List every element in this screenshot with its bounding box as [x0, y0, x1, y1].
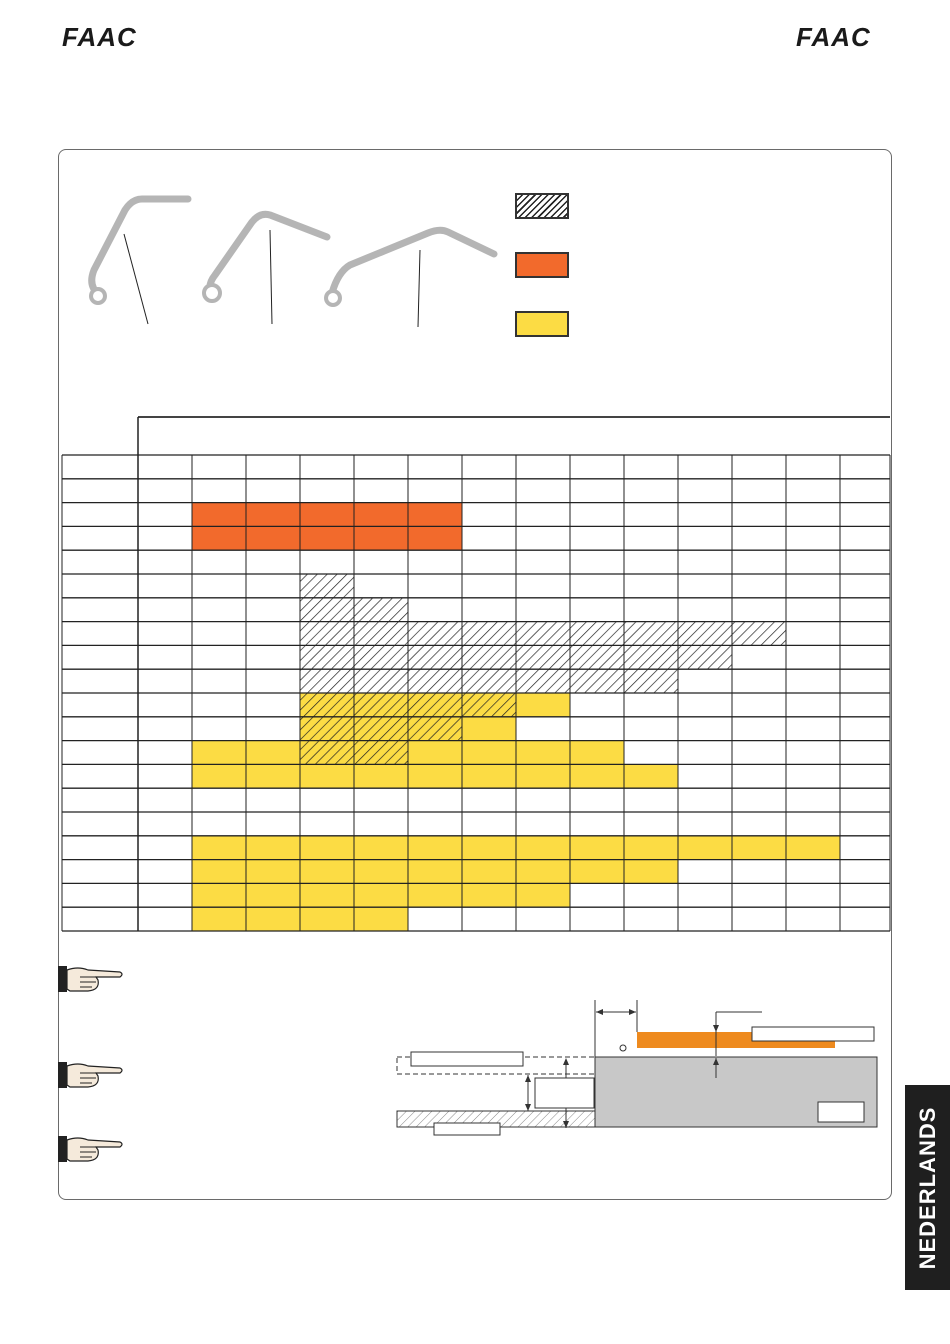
hatched-cell [300, 669, 678, 693]
yellow-cell [192, 764, 678, 788]
hand-pointer-icon-3 [58, 1134, 124, 1164]
language-tab [905, 1085, 950, 1290]
faac-logo-right: FAAC [796, 22, 871, 52]
language-tab-label: NEDERLANDS [914, 1106, 940, 1269]
faac-logo-left: FAAC [62, 22, 137, 52]
yellow-cell [192, 860, 678, 884]
hand-pointer-icon-1 [58, 964, 124, 994]
hatched-cell [300, 622, 786, 646]
yellow-cell [192, 883, 570, 907]
hand-pointer-icon-2 [58, 1060, 124, 1090]
hatched-cell [300, 717, 462, 741]
installation-diagram [390, 1000, 890, 1140]
hatched-cell [300, 574, 354, 598]
orange-cell [192, 526, 462, 550]
orange-cell [192, 503, 462, 527]
